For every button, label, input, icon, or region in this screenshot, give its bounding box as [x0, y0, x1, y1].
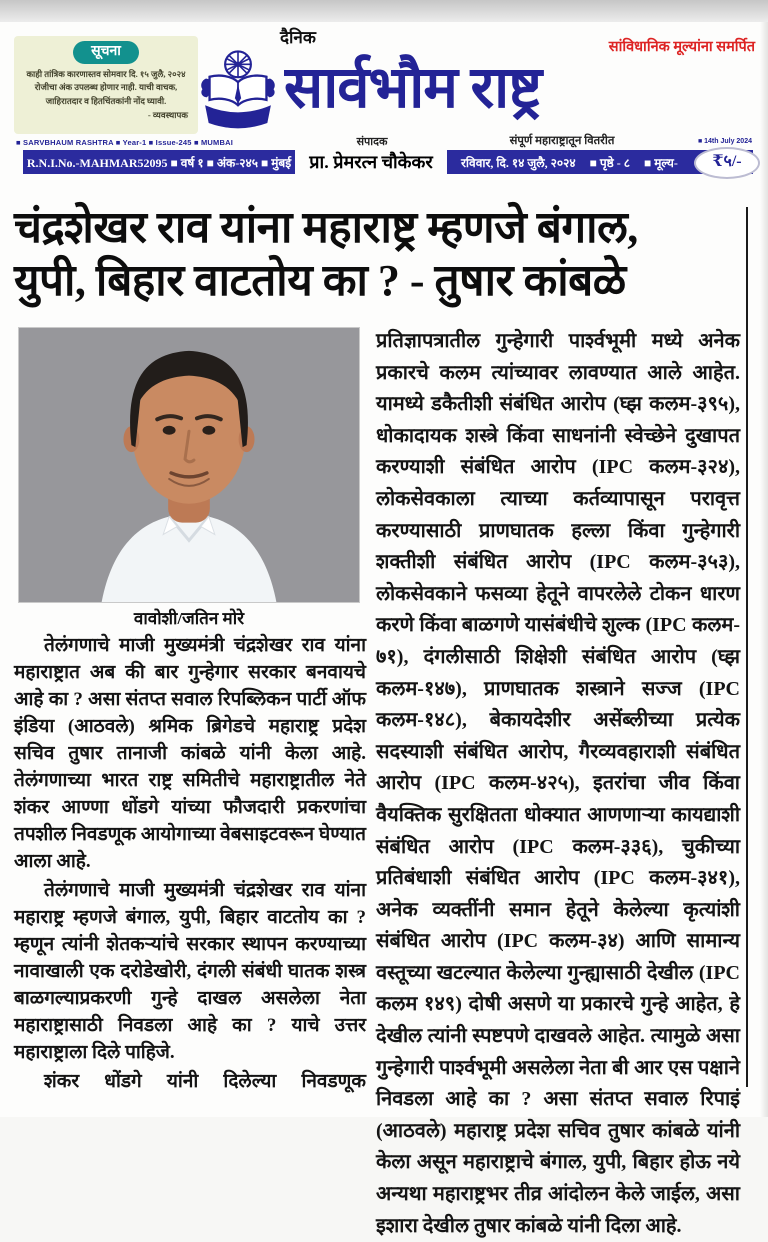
pages-count: ■ पृष्ठे - ८	[589, 155, 630, 170]
article-column-left	[14, 633, 366, 1097]
paragraph: शंकर धोंडगे यांनी दिलेल्या निवडणूक	[44, 1070, 366, 1092]
headline-line-1: चंद्रशेखर राव यांना महाराष्ट्र म्हणजे बंगाल,	[14, 203, 638, 252]
daily-label: दैनिक	[280, 28, 316, 47]
rni-bar: R.N.I.No.-MAHMAR52095 ■ वर्ष १ ■ अंक-२४५ ■ मुंबई	[23, 150, 295, 174]
notice-text	[14, 68, 198, 108]
notice-signoff: - व्यवस्थापक	[147, 109, 188, 120]
price-label: ■ मूल्य-	[643, 155, 678, 170]
photo-caption: वावोशी/जतिन मोरे	[133, 609, 245, 628]
article-headline	[14, 201, 740, 307]
newspaper-emblem-icon	[198, 46, 278, 136]
editor-name: प्रा. प्रेमरत्न चौकेकर	[309, 152, 433, 172]
price-badge: ₹५/-	[694, 147, 760, 179]
paragraph: तेलंगणाचे माजी मुख्यमंत्री चंद्रशेखर राव यांना महाराष्ट्रात अब की बार गुन्हेगार सरकार बनवायचे आहे का ? असा संतप्त सवाल रिपब्लिकन पार्टी ऑफ इंडिया (आठवले) श्रमिक ब्रिगेडचे महाराष्ट्र प्रदेश सचिव तुषार तानाजी कांबळे यांनी केला आहे. तेलंगणाच्या भारत राष्ट्र समितीचे महाराष्ट्रातील नेते शंकर आण्णा धोंडगे यांच्या फौजदारी प्रकरणांचा तपशील निवडणूक आयोगाच्या वेबसाइटवरून घेण्यात आला आहे.	[14, 635, 366, 872]
article-column-right	[376, 326, 740, 1242]
notice-line-3: जाहिरातदार व हितचिंतकांनी नोंद घ्यावी.	[45, 95, 167, 106]
photo-chandrashekhar-rao	[18, 327, 360, 603]
portrait-illustration	[19, 328, 359, 602]
lion-left-icon	[201, 79, 209, 98]
issue-date: रविवार, दि. १४ जुलै, २०२४	[461, 155, 576, 170]
notice-badge: सूचना	[73, 41, 139, 64]
date-small-en: ■ 14th July 2024	[697, 138, 752, 145]
distribution-line: संपूर्ण महाराष्ट्रातून वितरीत	[509, 135, 615, 147]
headline-line-2: युपी, बिहार वाटतोय का ? - तुषार कांबळे	[14, 256, 626, 305]
notice-box	[14, 36, 198, 134]
column-rule	[746, 207, 748, 1087]
scan-edge-top	[0, 0, 768, 22]
editor-label: संपादक	[356, 136, 388, 148]
lion-right-icon	[266, 79, 274, 98]
notice-line-2: रोजीचा अंक उपलब्ध होणार नाही. याची वाचक,	[34, 82, 178, 93]
scan-edge-right	[760, 22, 768, 1117]
masthead-tagline: सांविधानिक मूल्यांना समर्पित	[608, 39, 755, 55]
ribbon-banner-icon	[205, 105, 271, 128]
edition-strip-en: ■ SARVBHAUM RASHTRA ■ Year-1 ■ Issue-245 ■ MUMBAI	[16, 138, 233, 147]
paragraph: प्रतिज्ञापत्रातील गुन्हेगारी पार्श्वभूमी मध्ये अनेक प्रकारचे कलम त्यांच्यावर लावण्यात आले आहेत. यामध्ये डकैतीशी संबंधित आरोप (घ्झ कलम-३९५), धोकादायक शस्त्रे किंवा साधनांनी स्वेच्छेने दुखापत करण्याशी संबंधित आरोप (IPC कलम-३२४), लोकसेवकाला त्याच्या कर्तव्यापासून परावृत्त करण्यासाठी प्राणघातक हल्ला किंवा गुन्हेगारी शक्तीशी संबंधित आरोप (IPC कलम-३५३), लोकसेवकाने फसव्या हेतूने वापरलेले टोकन धारण करणे किंवा बाळगणे यासंबंधीचे शुल्क (IPC कलम- ७१), दंगलीसाठी शिक्षेशी संबंधित आरोप (घ्झ कलम-१४७), प्राणघातक शस्त्राने सज्ज (IPC कलम-१४८), बेकायदेशीर असेंब्लीच्या प्रत्येक सदस्याशी संबंधित आरोप, गैरव्यवहाराशी संबंधित आरोप (IPC कलम-४२५), इतरांचा जीव किंवा वैयक्तिक सुरक्षितता धोक्यात आणणाऱ्या कायद्याशी संबंधित आरोप (IPC कलम-३३६), चुकीच्या प्रतिबंधाशी संबंधित आरोप (IPC कलम-३४१), अनेक व्यक्तींनी समान हेतूने केलेल्या कृत्यांशी संबंधित आरोप (IPC कलम-३४) आणि सामान्य वस्तूच्या खटल्यात केलेल्या गुन्ह्यासाठी देखील (IPC कलम १४९) दोषी असणे या प्रकारचे गुन्हे आहेत, हे देखील त्यांनी स्पष्टपणे दाखवले आहेत. त्यामुळे असा गुन्हेगारी पार्श्वभूमी असलेला नेता बी आर एस पक्षाने निवडला आहे का ? असा संतप्त सवाल रिपाइं (आठवले) महाराष्ट्र प्रदेश सचिव तुषार कांबळे यांनी केला असून महाराष्ट्राचे बंगाल, युपी, बिहार होऊ नये अन्यथा महाराष्ट्रभर तीव्र आंदोलन केले जाईल, असा इशारा देखील तुषार कांबळे यांनी दिला आहे.	[376, 330, 740, 1237]
paragraph: तेलंगणाचे माजी मुख्यमंत्री चंद्रशेखर राव यांना महाराष्ट्र म्हणजे बंगाल, युपी, बिहार वाटतोय का ? म्हणून त्यांनी शेतकऱ्यांचे सरकार स्थापन करण्याच्या नावाखाली एक दरोडेखोरी, दंगली संबंधी घातक शस्त्र बाळगल्याप्रकरणी गुन्हे दाखल असलेला नेता महाराष्ट्रासाठी निवडला आहे का ? याचे उत्तर महाराष्ट्राला दिले पाहिजे.	[14, 879, 366, 1063]
masthead-title: सार्वभौम राष्ट्र	[284, 55, 542, 120]
notice-line-1: काही तांत्रिक कारणास्तव सोमवार दि. १५ जुलै, २०२४	[26, 69, 186, 79]
